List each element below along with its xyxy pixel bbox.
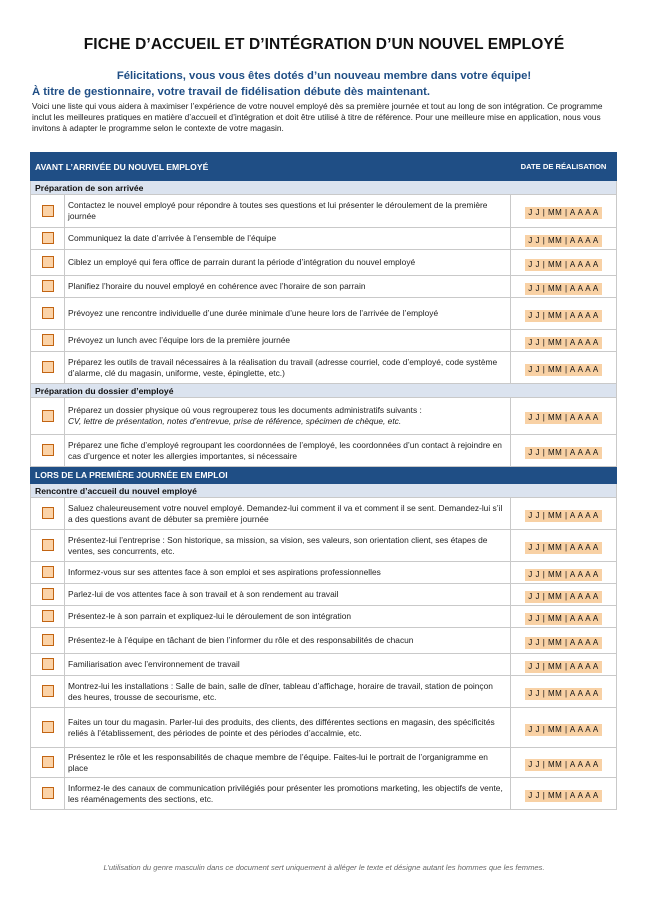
task-text: Parlez-lui de vos attentes face à son travail et à son rendement au travail [65,584,511,606]
task-text: Saluez chaleureusement votre nouvel employé. Demandez-lui comment il va et comment il se sent. Demandez-lui s’il a des questions avant de débuter sa première journée [65,498,511,530]
task-checkbox[interactable] [42,539,54,551]
date-field[interactable]: J J | MM | A A A A [525,759,602,771]
task-checkbox[interactable] [42,307,54,319]
task-text-main: Préparez un dossier physique où vous regrouperez tous les documents administratifs suivants : [68,405,422,415]
task-checkbox[interactable] [42,410,54,422]
subsection-title: Rencontre d’accueil du nouvel employé [31,484,617,498]
task-row [31,352,617,384]
task-checkbox[interactable] [42,280,54,292]
task-row [31,628,617,654]
subsection-header [31,484,617,498]
task-text: Prévoyez une rencontre individuelle d’une durée minimale d’une heure lors de l’arrivée de l’employé [65,298,511,330]
task-row [31,748,617,778]
date-field[interactable]: J J | MM | A A A A [525,310,602,322]
footer-note: L’utilisation du genre masculin dans ce document sert uniquement à alléger le texte et désigne autant les hommes que les femmes. [103,863,545,872]
date-field[interactable]: J J | MM | A A A A [525,569,602,581]
task-checkbox[interactable] [42,566,54,578]
date-field[interactable]: J J | MM | A A A A [525,364,602,376]
date-field[interactable]: J J | MM | A A A A [525,259,602,271]
checklist-table [30,152,617,810]
task-checkbox[interactable] [42,444,54,456]
task-checkbox[interactable] [42,610,54,622]
task-text-documents: CV, lettre de présentation, notes d’entrevue, prise de référence, spécimen de chèque, etc. [68,416,402,426]
task-text: Planifiez l’horaire du nouvel employé en cohérence avec l’horaire de son parrain [65,276,511,298]
task-text: Prévoyez un lunch avec l’équipe lors de la première journée [65,330,511,352]
section-header-first-day [31,467,617,484]
task-row [31,778,617,810]
date-field[interactable]: J J | MM | A A A A [525,613,602,625]
task-row [31,195,617,228]
task-row [31,606,617,628]
date-field[interactable]: J J | MM | A A A A [525,235,602,247]
date-field[interactable]: J J | MM | A A A A [525,790,602,802]
task-checkbox[interactable] [42,232,54,244]
task-text: Présentez le rôle et les responsabilités de chaque membre de l’équipe. Faites-lui le portrait de l’organigramme en place [65,748,511,778]
task-checkbox[interactable] [42,334,54,346]
date-field[interactable]: J J | MM | A A A A [525,337,602,349]
date-column-header: DATE DE RÉALISATION [511,153,617,181]
task-checkbox[interactable] [42,361,54,373]
task-row [31,276,617,298]
task-text: Présentez-le à l’équipe en tâchant de bien l’informer du rôle et des responsabilités de chacun [65,628,511,654]
task-checkbox[interactable] [42,256,54,268]
task-checkbox[interactable] [42,756,54,768]
task-text: Familiarisation avec l’environnement de travail [65,654,511,676]
task-checkbox[interactable] [42,685,54,697]
task-checkbox[interactable] [42,507,54,519]
date-field[interactable]: J J | MM | A A A A [525,447,602,459]
task-checkbox[interactable] [42,205,54,217]
task-row [31,330,617,352]
task-row [31,250,617,276]
date-field[interactable]: J J | MM | A A A A [525,724,602,736]
task-row [31,498,617,530]
subsection-title: Préparation de son arrivée [31,181,617,195]
task-text: Contactez le nouvel employé pour répondre à toutes ses questions et lui présenter le déroulement de la première journée [65,195,511,228]
task-text: Ciblez un employé qui fera office de parrain durant la période d’intégration du nouvel employé [65,250,511,276]
subtitle-congratulations: Félicitations, vous vous êtes dotés d’un nouveau membre dans votre équipe! [116,70,532,82]
date-field[interactable]: J J | MM | A A A A [525,661,602,673]
task-text: Informez-vous sur ses attentes face à son emploi et ses aspirations professionnelles [65,562,511,584]
task-text: Préparez les outils de travail nécessaires à la réalisation du travail (adresse courriel, code d’employé, code système d’alarme, clé du magasin, uniforme, veste, épinglette, etc.) [65,352,511,384]
date-field[interactable]: J J | MM | A A A A [525,542,602,554]
task-text: Présentez-le à son parrain et expliquez-lui le déroulement de son intégration [65,606,511,628]
page-title: FICHE D’ACCUEIL ET D’INTÉGRATION D’UN NOUVEL EMPLOYÉ [83,36,565,53]
date-field[interactable]: J J | MM | A A A A [525,591,602,603]
task-row [31,676,617,708]
subsection-title: Préparation du dossier d’employé [31,384,617,398]
task-checkbox[interactable] [42,634,54,646]
date-field[interactable]: J J | MM | A A A A [525,510,602,522]
task-row [31,228,617,250]
date-field[interactable]: J J | MM | A A A A [525,688,602,700]
task-text: Faites un tour du magasin. Parler-lui des produits, des clients, des différentes sections en magasin, des spécificités reliés à l’établissement, des périodes de pointe et des périodes d’accalmie, etc. [65,708,511,748]
task-row [31,584,617,606]
task-text: Montrez-lui les installations : Salle de bain, salle de dîner, tableau d’affichage, horaire de travail, station de poinçon des heures, trousse de secourisme, etc. [65,676,511,708]
task-checkbox[interactable] [42,588,54,600]
task-row [31,398,617,435]
date-field[interactable]: J J | MM | A A A A [525,637,602,649]
task-text: Préparez une fiche d’employé regroupant les coordonnées de l’employé, les coordonnées d’un contact à rejoindre en cas d’urgence et noter les allergies importantes, si nécessaire [65,435,511,467]
section-title: LORS DE LA PREMIÈRE JOURNÉE EN EMPLOI [31,467,617,484]
section-header-before-arrival [31,153,617,181]
task-checkbox[interactable] [42,658,54,670]
task-checkbox[interactable] [42,787,54,799]
task-row [31,708,617,748]
subtitle-manager: À titre de gestionnaire, votre travail de fidélisation débute dès maintenant. [32,86,430,98]
task-text: Communiquez la date d’arrivée à l’ensemble de l’équipe [65,228,511,250]
task-text: Présentez-lui l’entreprise : Son historique, sa mission, sa vision, ses valeurs, son orientation client, ses étapes de ventes, ses concurrents, etc. [65,530,511,562]
subsection-header [31,384,617,398]
section-title: AVANT L’ARRIVÉE DU NOUVEL EMPLOYÉ [31,153,511,181]
date-field[interactable]: J J | MM | A A A A [525,412,602,424]
task-checkbox[interactable] [42,721,54,733]
intro-paragraph: Voici une liste qui vous aidera à maximiser l’expérience de votre nouvel employé dès sa première journée et tout au long de son intégration. Ce programme inclut les meilleures pratiques en matière d’accueil et d’intégration et doit être utilisé à titre de référence. Pour une meilleure mise en application, nous vous invitons à adapter le programme selon le contexte de votre magasin. [32,101,603,133]
date-field[interactable]: J J | MM | A A A A [525,283,602,295]
task-row [31,562,617,584]
task-row [31,530,617,562]
task-text: Informez-le des canaux de communication privilégiés pour présenter les promotions marketing, les objectifs de vente, les réaménagements des sections, etc. [65,778,511,810]
date-field[interactable]: J J | MM | A A A A [525,207,602,219]
task-row [31,654,617,676]
task-text [65,398,511,435]
subsection-header [31,181,617,195]
task-row [31,435,617,467]
task-row [31,298,617,330]
